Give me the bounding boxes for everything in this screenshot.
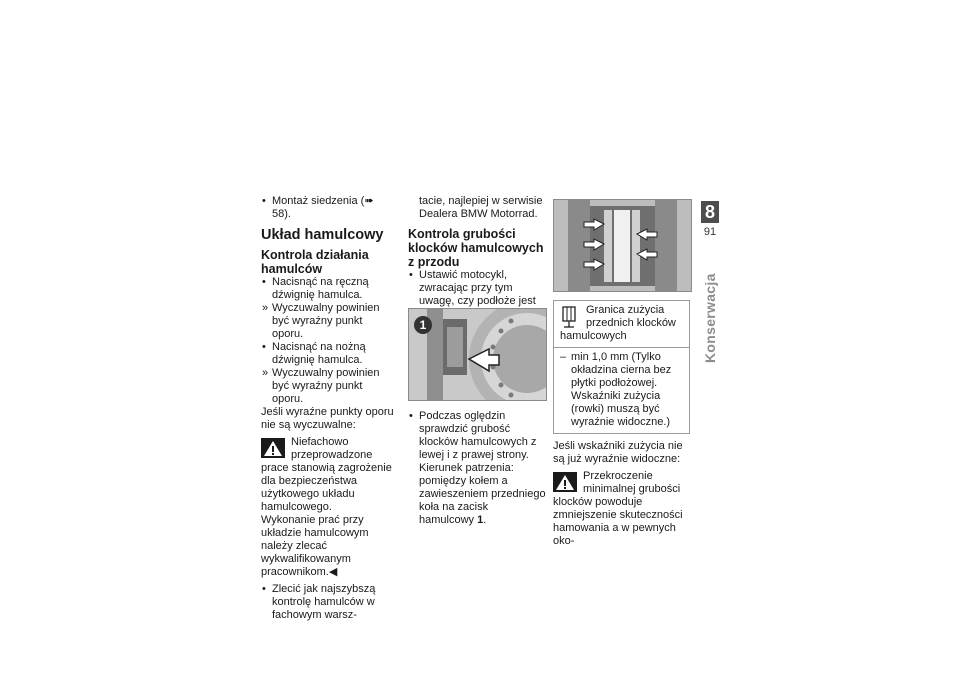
spec-title: Granica zużycia przednich klocków hamulcowych — [560, 304, 676, 342]
warning-block-pads — [553, 470, 690, 548]
instruction-foot-brake: • Nacisnąć na nożną dźwignię hamulca. — [261, 341, 394, 367]
condition-text: Jeśli wyraźne punkty oporu nie są wyczuwalne: — [261, 406, 394, 431]
warning-block — [261, 436, 394, 579]
spec-table — [553, 300, 690, 434]
photo-callout-1: 1 — [419, 318, 427, 332]
continued-text: tacie, najlepiej w serwisie Dealera BMW Motorrad. — [419, 195, 543, 220]
page-number: 91 — [703, 226, 717, 238]
end-marker-icon: ◀ — [328, 566, 338, 578]
section-side-title: Konserwacja — [702, 273, 718, 363]
result-foot-brake: » Wyczuwalny powinien być wyraźny punkt oporu. — [261, 367, 394, 406]
warning-text: Niefachowo przeprowadzone prace stanowią zagrożenie dla bezpieczeństwa użytkowego układu hamulcowego. — [261, 436, 392, 513]
warning-icon — [553, 472, 577, 492]
condition-text-pads: Jeśli wskaźniki zużycia nie są już wyraźnie widoczne: — [553, 440, 683, 465]
instruction-inspect — [408, 410, 546, 527]
instruction-position: • Ustawić motocykl, zwracając przy tym uwagę, czy podłoże jest — [408, 269, 546, 321]
inspect-end: . — [483, 514, 487, 526]
chapter-number: 8 — [701, 201, 719, 223]
warning-icon — [261, 438, 285, 458]
warning-text-pads: Przekroczenie minimalnej grubości klocków powoduje zmniejszenie skuteczności hamowania a w pewnych oko- — [553, 470, 683, 547]
warning-instruction — [261, 514, 394, 579]
spec-title-row — [554, 301, 689, 347]
column-2-lower — [408, 410, 546, 527]
spec-value: – min 1,0 mm (Tylko okładzina cierna bez płytki podłożowej. Wskaźniki zużycia (rowki) muszą być wyraźnie widoczne.) — [560, 351, 683, 429]
brake-pads-photo — [553, 199, 692, 292]
instruction-seat: • Montaż siedzenia (➠ 58). — [261, 195, 394, 221]
instruction-check: • Zlecić jak najszybszą kontrolę hamulców w fachowym warsz- — [261, 583, 394, 622]
subsection-heading: Kontrola działania hamulców — [261, 248, 369, 276]
result-hand-brake: » Wyczuwalny powinien być wyraźny punkt oporu. — [261, 302, 394, 341]
brake-pad-wear-icon — [560, 305, 578, 329]
column-2 — [408, 195, 546, 321]
callout-ref: 1 — [477, 514, 484, 526]
column-1 — [261, 195, 394, 622]
inspect-text: Podczas oględzin sprawdzić grubość klocków hamulcowych z lewej i z prawej strony. Kierunek patrzenia: pomiędzy kołem a zawieszeniem przedniego koła na zacisk hamulcowy — [419, 410, 546, 526]
column-3 — [553, 300, 690, 548]
section-heading: Układ hamulcowy — [261, 227, 384, 243]
front-brake-photo — [408, 308, 547, 401]
spec-value-row — [554, 347, 689, 433]
subsection-heading-pads: Kontrola grubości klocków hamulcowych z przodu — [408, 227, 544, 269]
instruction-hand-brake: • Nacisnąć na ręczną dźwignię hamulca. — [261, 276, 394, 302]
brake-pads-illustration — [554, 200, 691, 291]
front-brake-illustration — [409, 309, 546, 400]
warning-instruction-text: Wykonanie prać przy układzie hamulcowym należy zlecać wykwalifikowanym pracownikom. — [261, 514, 369, 578]
